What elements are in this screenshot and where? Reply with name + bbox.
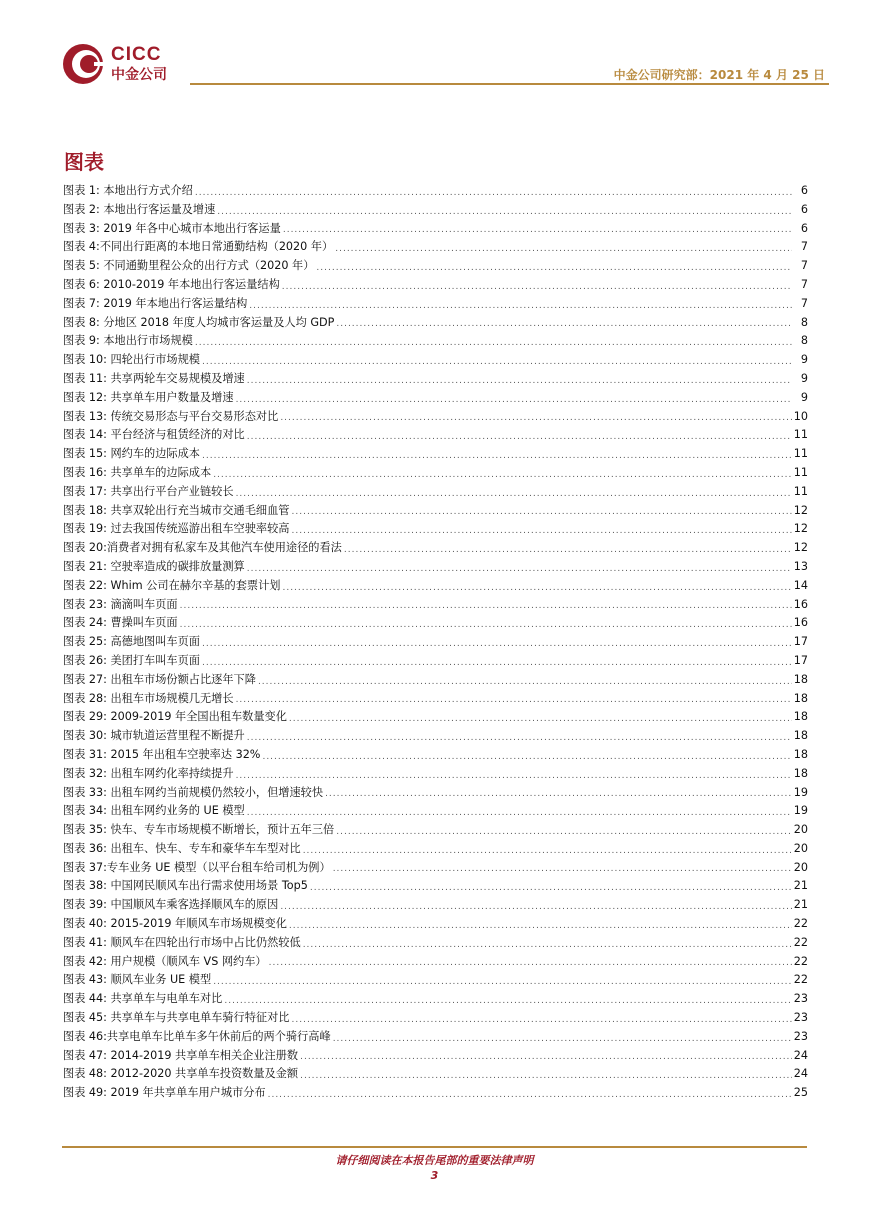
toc-entry-label[interactable]: 图表 44: 共享单车与电单车对比 xyxy=(63,992,223,1006)
toc-leader-dots xyxy=(292,1012,792,1028)
toc-entry-page[interactable]: 11 xyxy=(793,465,808,479)
toc-entry-label[interactable]: 图表 8: 分地区 2018 年度人均城市客运量及人均 GDP xyxy=(63,315,335,329)
toc-entry[interactable] xyxy=(63,539,808,558)
toc-entry-label[interactable]: 图表 18: 共享双轮出行充当城市交通毛细血管 xyxy=(63,503,290,517)
toc-entry-page[interactable]: 9 xyxy=(800,353,808,367)
toc-entry[interactable] xyxy=(63,332,808,351)
toc-entry[interactable] xyxy=(63,1028,808,1047)
toc-entry[interactable] xyxy=(63,784,808,803)
toc-leader-dots xyxy=(300,1049,792,1065)
toc-entry-page[interactable]: 16 xyxy=(793,597,808,611)
toc-leader-dots xyxy=(268,1087,792,1103)
toc-leader-dots xyxy=(247,561,792,577)
toc-entry-page[interactable]: 7 xyxy=(800,296,808,310)
footer-divider xyxy=(62,1146,807,1148)
toc-leader-dots xyxy=(202,448,792,464)
toc-entry-page[interactable]: 23 xyxy=(793,992,808,1006)
toc-entry[interactable] xyxy=(63,877,808,896)
toc-entry-page[interactable]: 11 xyxy=(793,484,808,498)
toc-leader-dots xyxy=(202,636,792,652)
toc-entry-page[interactable]: 12 xyxy=(793,541,808,555)
toc-entry-label[interactable]: 图表 41: 顺风车在四轮出行市场中占比仍然较低 xyxy=(63,935,301,949)
toc-entry-page[interactable]: 23 xyxy=(793,1029,808,1043)
toc-entry-page[interactable]: 18 xyxy=(793,672,808,686)
toc-leader-dots xyxy=(282,580,791,596)
toc-leader-dots xyxy=(333,861,792,877)
toc-leader-dots xyxy=(247,373,792,389)
toc-entry-page[interactable]: 8 xyxy=(800,334,808,348)
toc-entry[interactable] xyxy=(63,652,808,671)
toc-entry-label[interactable]: 图表 36: 出租车、快车、专车和豪华车车型对比 xyxy=(63,841,301,855)
toc-entry[interactable] xyxy=(63,821,808,840)
toc-leader-dots xyxy=(289,918,792,934)
toc-entry-label[interactable]: 图表 6: 2010-2019 年本地出行客运量结构 xyxy=(63,277,280,291)
toc-entry[interactable] xyxy=(63,896,808,915)
toc-entry-label[interactable]: 图表 15: 网约车的边际成本 xyxy=(63,447,200,461)
toc-leader-dots xyxy=(335,241,792,257)
toc-entry-label[interactable]: 图表 20:消费者对拥有私家车及其他汽车使用途径的看法 xyxy=(63,541,342,555)
toc-leader-dots xyxy=(344,542,792,558)
toc-entry-page[interactable]: 18 xyxy=(793,747,808,761)
toc-leader-dots xyxy=(236,392,792,408)
toc-entry-label[interactable]: 图表 28: 出租车市场规模几无增长 xyxy=(63,691,234,705)
logo-text-cn: 中金公司 xyxy=(111,67,167,83)
toc-entry-label[interactable]: 图表 43: 顺风车业务 UE 模型 xyxy=(63,973,212,987)
toc-entry-label[interactable]: 图表 25: 高德地图叫车页面 xyxy=(63,635,200,649)
toc-leader-dots xyxy=(236,768,792,784)
toc-leader-dots xyxy=(262,749,791,765)
toc-leader-dots xyxy=(180,617,792,633)
table-of-figures xyxy=(63,182,808,1103)
toc-entry-label[interactable]: 图表 2: 本地出行客运量及增速 xyxy=(63,202,216,216)
toc-entry-page[interactable]: 7 xyxy=(800,259,808,273)
toc-entry-label[interactable]: 图表 37:专车业务 UE 模型（以平台租车给司机为例） xyxy=(63,860,331,874)
toc-entry[interactable] xyxy=(63,408,808,427)
toc-leader-dots xyxy=(303,843,792,859)
toc-entry-label[interactable]: 图表 3: 2019 年各中心城市本地出行客运量 xyxy=(63,221,281,235)
toc-entry[interactable] xyxy=(63,802,808,821)
toc-entry-page[interactable]: 17 xyxy=(793,653,808,667)
toc-entry-page[interactable]: 6 xyxy=(800,221,808,235)
toc-leader-dots xyxy=(280,410,791,426)
toc-entry[interactable] xyxy=(63,859,808,878)
toc-entry[interactable] xyxy=(63,445,808,464)
toc-entry-page[interactable]: 6 xyxy=(800,202,808,216)
toc-entry-label[interactable]: 图表 17: 共享出行平台产业链较长 xyxy=(63,484,234,498)
toc-leader-dots xyxy=(303,937,792,953)
toc-entry[interactable] xyxy=(63,295,808,314)
toc-entry-label[interactable]: 图表 30: 城市轨道运营里程不断提升 xyxy=(63,729,245,743)
toc-entry[interactable] xyxy=(63,708,808,727)
toc-entry[interactable] xyxy=(63,502,808,521)
page-number: 3 xyxy=(430,1169,439,1182)
toc-entry[interactable] xyxy=(63,1047,808,1066)
toc-entry[interactable] xyxy=(63,633,808,652)
toc-entry[interactable] xyxy=(63,915,808,934)
toc-entry-page[interactable]: 10 xyxy=(793,409,808,423)
toc-entry[interactable] xyxy=(63,971,808,990)
toc-leader-dots xyxy=(249,298,792,314)
toc-entry[interactable] xyxy=(63,690,808,709)
toc-entry[interactable] xyxy=(63,558,808,577)
toc-title: 图表 xyxy=(64,150,104,174)
toc-leader-dots xyxy=(316,260,792,276)
toc-entry[interactable] xyxy=(63,370,808,389)
logo-text-en: CICC xyxy=(111,44,162,65)
toc-entry[interactable] xyxy=(63,520,808,539)
toc-entry-page[interactable]: 20 xyxy=(793,823,808,837)
toc-entry-label[interactable]: 图表 21: 空驶率造成的碳排放量测算 xyxy=(63,559,245,573)
toc-leader-dots xyxy=(247,730,792,746)
toc-entry-page[interactable]: 22 xyxy=(793,954,808,968)
toc-entry-label[interactable]: 图表 27: 出租车市场份额占比逐年下降 xyxy=(63,672,256,686)
toc-entry[interactable] xyxy=(63,201,808,220)
toc-entry-label[interactable]: 图表 12: 共享单车用户数量及增速 xyxy=(63,390,234,404)
toc-entry-label[interactable]: 图表 10: 四轮出行市场规模 xyxy=(63,353,200,367)
toc-leader-dots xyxy=(195,335,792,351)
toc-entry-page[interactable]: 21 xyxy=(793,879,808,893)
toc-entry[interactable] xyxy=(63,727,808,746)
header-dept-date: 中金公司研究部：2021 年 4 月 25 日 xyxy=(613,68,825,82)
toc-leader-dots xyxy=(269,955,792,971)
toc-entry-label[interactable]: 图表 42: 用户规模（顺风车 VS 网约车） xyxy=(63,954,267,968)
toc-entry-label[interactable]: 图表 9: 本地出行市场规模 xyxy=(63,334,193,348)
toc-entry-label[interactable]: 图表 47: 2014-2019 共享单车相关企业注册数 xyxy=(63,1048,299,1062)
toc-entry-label[interactable]: 图表 45: 共享单车与共享电单车骑行特征对比 xyxy=(63,1011,290,1025)
toc-leader-dots xyxy=(292,504,792,520)
toc-entry-label[interactable]: 图表 22: Whim 公司在赫尔辛基的套票计划 xyxy=(63,578,281,592)
toc-entry[interactable] xyxy=(63,464,808,483)
toc-leader-dots xyxy=(236,692,792,708)
toc-leader-dots xyxy=(310,880,792,896)
toc-entry-label[interactable]: 图表 29: 2009-2019 年全国出租车数量变化 xyxy=(63,710,287,724)
toc-entry-page[interactable]: 8 xyxy=(800,315,808,329)
toc-entry-page[interactable]: 9 xyxy=(800,390,808,404)
toc-entry-label[interactable]: 图表 31: 2015 年出租车空驶率达 32% xyxy=(63,747,261,761)
toc-entry-label[interactable]: 图表 4:不同出行距离的本地日常通勤结构（2020 年） xyxy=(63,240,334,254)
toc-entry[interactable] xyxy=(63,314,808,333)
toc-entry-page[interactable]: 14 xyxy=(793,578,808,592)
toc-entry-page[interactable]: 22 xyxy=(793,973,808,987)
toc-entry-label[interactable]: 图表 26: 美团打车叫车页面 xyxy=(63,653,200,667)
toc-leader-dots xyxy=(280,899,791,915)
toc-entry[interactable] xyxy=(63,1084,808,1103)
toc-leader-dots xyxy=(236,486,792,502)
toc-entry-label[interactable]: 图表 34: 出租车网约业务的 UE 模型 xyxy=(63,804,245,818)
toc-entry[interactable] xyxy=(63,1009,808,1028)
toc-entry-label[interactable]: 图表 35: 快车、专车市场规模不断增长，预计五年三倍 xyxy=(63,823,335,837)
toc-entry-label[interactable]: 图表 11: 共享两轮车交易规模及增速 xyxy=(63,371,245,385)
toc-entry-page[interactable]: 16 xyxy=(793,616,808,630)
toc-entry[interactable] xyxy=(63,596,808,615)
toc-entry[interactable] xyxy=(63,934,808,953)
toc-entry[interactable] xyxy=(63,351,808,370)
toc-entry-page[interactable]: 18 xyxy=(793,729,808,743)
toc-entry-page[interactable]: 9 xyxy=(800,371,808,385)
toc-entry-label[interactable]: 图表 48: 2012-2020 共享单车投资数量及金额 xyxy=(63,1067,299,1081)
toc-entry-page[interactable]: 11 xyxy=(793,447,808,461)
toc-leader-dots xyxy=(289,711,792,727)
toc-entry[interactable] xyxy=(63,577,808,596)
toc-entry-label[interactable]: 图表 14: 平台经济与租赁经济的对比 xyxy=(63,428,245,442)
toc-entry-page[interactable]: 24 xyxy=(793,1048,808,1062)
toc-leader-dots xyxy=(292,523,792,539)
toc-entry-label[interactable]: 图表 19: 过去我国传统巡游出租车空驶率较高 xyxy=(63,522,290,536)
toc-entry[interactable] xyxy=(63,1065,808,1084)
toc-leader-dots xyxy=(202,354,792,370)
toc-entry-label[interactable]: 图表 32: 出租车网约化率持续提升 xyxy=(63,766,234,780)
toc-entry-label[interactable]: 图表 24: 曹操叫车页面 xyxy=(63,616,178,630)
toc-leader-dots xyxy=(336,824,792,840)
toc-entry[interactable] xyxy=(63,953,808,972)
toc-entry-label[interactable]: 图表 1: 本地出行方式介绍 xyxy=(63,184,193,197)
toc-leader-dots xyxy=(283,222,792,238)
toc-entry-page[interactable]: 24 xyxy=(793,1067,808,1081)
toc-entry-label[interactable]: 图表 33: 出租车网约当前规模仍然较小，但增速较快 xyxy=(63,785,324,799)
toc-entry-label[interactable]: 图表 39: 中国顺风车乘客选择顺风车的原因 xyxy=(63,898,279,912)
toc-entry-page[interactable]: 7 xyxy=(800,277,808,291)
toc-entry[interactable] xyxy=(63,614,808,633)
toc-entry-label[interactable]: 图表 5: 不同通勤里程公众的出行方式（2020 年） xyxy=(63,259,315,273)
toc-entry[interactable] xyxy=(63,840,808,859)
toc-leader-dots xyxy=(336,316,792,332)
toc-entry-page[interactable]: 12 xyxy=(793,522,808,536)
toc-leader-dots xyxy=(180,598,792,614)
toc-entry[interactable] xyxy=(63,220,808,239)
toc-entry-label[interactable]: 图表 16: 共享单车的边际成本 xyxy=(63,465,212,479)
toc-entry-page[interactable]: 20 xyxy=(793,841,808,855)
toc-entry-page[interactable]: 17 xyxy=(793,635,808,649)
toc-entry-label[interactable]: 图表 49: 2019 年共享单车用户城市分布 xyxy=(63,1086,266,1100)
header-divider xyxy=(190,83,829,85)
toc-leader-dots xyxy=(213,467,792,483)
toc-leader-dots xyxy=(300,1068,792,1084)
toc-entry[interactable] xyxy=(63,182,808,201)
footer-disclaimer: 请仔细阅读在本报告尾部的重要法律声明 xyxy=(335,1154,534,1167)
toc-entry[interactable] xyxy=(63,671,808,690)
cicc-logo xyxy=(62,42,182,86)
toc-entry[interactable] xyxy=(63,765,808,784)
toc-entry-page[interactable]: 23 xyxy=(793,1011,808,1025)
toc-leader-dots xyxy=(258,674,792,690)
toc-leader-dots xyxy=(195,185,792,201)
toc-entry-page[interactable]: 12 xyxy=(793,503,808,517)
toc-leader-dots xyxy=(282,279,792,295)
toc-entry[interactable] xyxy=(63,257,808,276)
toc-entry-page[interactable]: 21 xyxy=(793,898,808,912)
toc-entry-page[interactable]: 18 xyxy=(793,710,808,724)
toc-entry[interactable] xyxy=(63,426,808,445)
toc-leader-dots xyxy=(247,429,792,445)
toc-entry-page[interactable]: 19 xyxy=(793,804,808,818)
toc-entry-page[interactable]: 18 xyxy=(793,691,808,705)
toc-leader-dots xyxy=(224,993,791,1009)
toc-entry-label[interactable]: 图表 38: 中国网民顺风车出行需求使用场景 Top5 xyxy=(63,879,308,893)
toc-entry[interactable] xyxy=(63,483,808,502)
toc-entry-label[interactable]: 图表 7: 2019 年本地出行客运量结构 xyxy=(63,296,248,310)
toc-leader-dots xyxy=(325,786,792,802)
toc-leader-dots xyxy=(247,805,792,821)
toc-entry-label[interactable]: 图表 46:共享电单车比单车多午休前后的两个骑行高峰 xyxy=(63,1029,331,1043)
toc-entry[interactable] xyxy=(63,746,808,765)
toc-entry-page[interactable]: 7 xyxy=(800,240,808,254)
toc-entry-label[interactable]: 图表 13: 传统交易形态与平台交易形态对比 xyxy=(63,409,279,423)
toc-leader-dots xyxy=(333,1031,792,1047)
toc-entry-page[interactable]: 25 xyxy=(793,1086,808,1100)
toc-entry-label[interactable]: 图表 23: 滴滴叫车页面 xyxy=(63,597,178,611)
cicc-logo-icon xyxy=(62,42,106,86)
toc-entry-page[interactable]: 22 xyxy=(793,917,808,931)
toc-entry[interactable] xyxy=(63,389,808,408)
toc-leader-dots xyxy=(202,655,792,671)
toc-entry-page[interactable]: 20 xyxy=(793,860,808,874)
toc-entry-page[interactable]: 13 xyxy=(793,559,808,573)
toc-entry[interactable] xyxy=(63,990,808,1009)
toc-entry[interactable] xyxy=(63,238,808,257)
toc-entry-page[interactable]: 6 xyxy=(800,184,808,197)
toc-entry-page[interactable]: 22 xyxy=(793,935,808,949)
toc-entry-page[interactable]: 18 xyxy=(793,766,808,780)
toc-entry[interactable] xyxy=(63,276,808,295)
toc-entry-page[interactable]: 11 xyxy=(793,428,808,442)
toc-entry-page[interactable]: 19 xyxy=(793,785,808,799)
toc-entry-label[interactable]: 图表 40: 2015-2019 年顺风车市场规模变化 xyxy=(63,917,287,931)
toc-leader-dots xyxy=(213,974,792,990)
toc-leader-dots xyxy=(217,204,792,220)
